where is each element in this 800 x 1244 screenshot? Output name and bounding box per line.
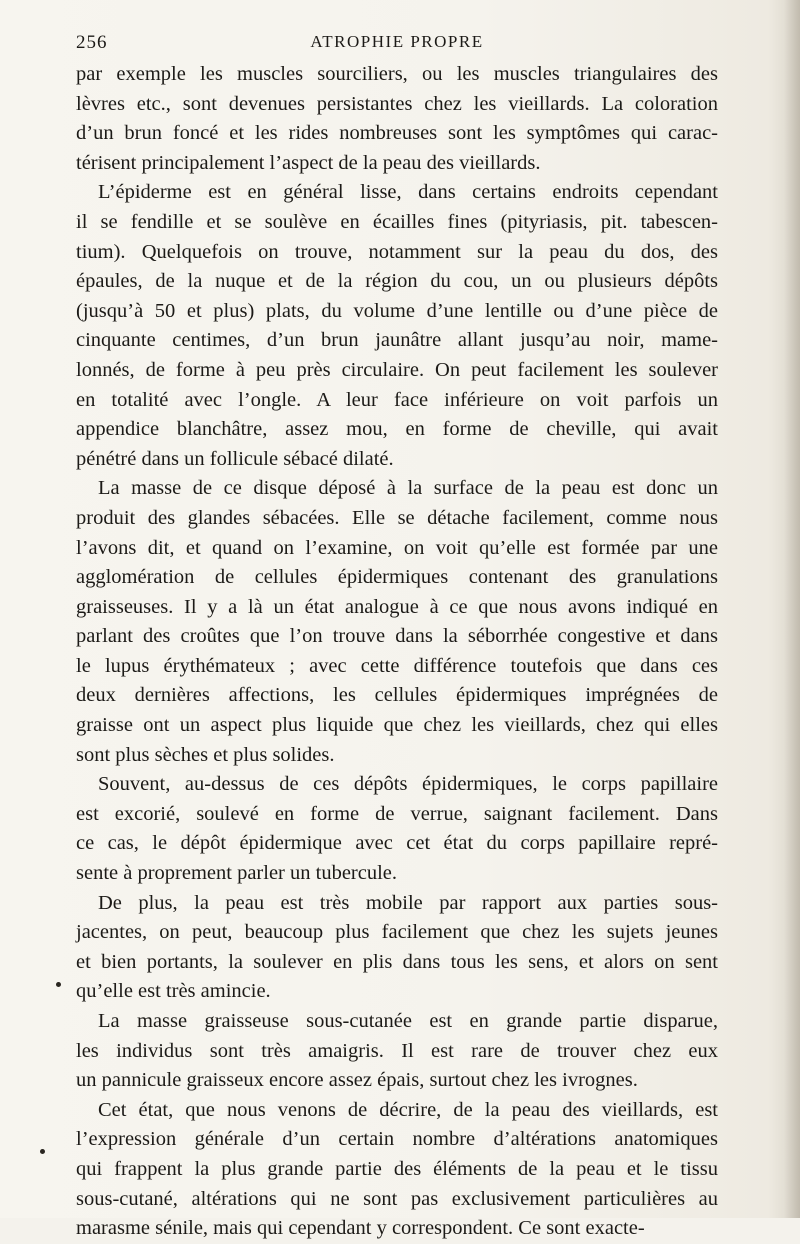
text-line: jacentes, on peut, beaucoup plus facilement que chez les sujets jeunes — [76, 921, 718, 944]
paragraph — [76, 1007, 718, 1096]
text-line: qu’elle est très amincie. — [76, 980, 271, 1003]
text-line: d’un brun foncé et les rides nombreuses sont les symptômes qui carac- — [76, 122, 718, 145]
text-line: marasme sénile, mais qui cependant y correspondent. Ce sont exacte- — [76, 1217, 645, 1240]
text-line: appendice blanchâtre, assez mou, en forme de cheville, qui avait — [76, 418, 718, 441]
body-text — [76, 60, 718, 1244]
text-line: il se fendille et se soulève en écailles fines (pityriasis, pit. tabescen- — [76, 210, 718, 233]
text-line: sente à proprement parler un tubercule. — [76, 862, 398, 885]
text-line: les individus sont très amaigris. Il est rare de trouver chez eux — [76, 1039, 718, 1062]
text-line: La masse de ce disque déposé à la surface de la peau est donc un — [98, 477, 718, 500]
text-line: Souvent, au-dessus de ces dépôts épidermiques, le corps papillaire — [98, 773, 718, 796]
text-line: graisse ont un aspect plus liquide que chez les vieillards, chez qui elles — [76, 714, 718, 737]
text-line: agglomération de cellules épidermiques contenant des granulations — [76, 566, 718, 589]
text-line: parlant des croûtes que l’on trouve dans la séborrhée congestive et dans — [76, 625, 718, 648]
text-line: ce cas, le dépôt épidermique avec cet état du corps papillaire repré- — [76, 832, 718, 855]
text-line: par exemple les muscles sourciliers, ou les muscles triangulaires des — [76, 63, 718, 85]
text-line: L’épiderme est en général lisse, dans certains endroits cependant — [98, 181, 718, 204]
text-line: en totalité avec l’ongle. A leur face inférieure on voit parfois un — [76, 388, 718, 411]
text-line: graisseuses. Il y a là un état analogue à ce que nous avons indiqué en — [76, 595, 718, 618]
text-line: le lupus érythémateux ; avec cette différence toutefois que dans ces — [76, 654, 718, 677]
running-title: ATROPHIE PROPRE — [310, 32, 484, 51]
text-line: tium). Quelquefois on trouve, notamment sur la peau du dos, des — [76, 240, 718, 263]
paragraph — [76, 178, 718, 474]
paragraph — [76, 474, 718, 770]
text-line: De plus, la peau est très mobile par rapport aux parties sous- — [98, 891, 718, 914]
margin-speck — [56, 982, 61, 987]
text-line: cinquante centimes, d’un brun jaunâtre allant jusqu’au noir, mame- — [76, 329, 718, 352]
text-line: qui frappent la plus grande partie des éléments de la peau et le tissu — [76, 1157, 718, 1180]
text-line: l’avons dit, et quand on l’examine, on voit qu’elle est formée par une — [76, 536, 718, 559]
page-edge-shadow — [784, 0, 800, 1218]
margin-speck — [40, 1149, 45, 1154]
text-line: deux dernières affections, les cellules épidermiques imprégnées de — [76, 684, 718, 707]
text-line: sont plus sèches et plus solides. — [76, 743, 335, 766]
text-line: et bien portants, la soulever en plis dans tous les sens, et alors on sent — [76, 950, 718, 973]
paragraph — [76, 1096, 718, 1244]
text-line: est excorié, soulevé en forme de verrue, saignant facilement. Dans — [76, 802, 718, 825]
text-line: lèvres etc., sont devenues persistantes chez les vieillards. La coloration — [76, 92, 718, 115]
text-line: sous-cutané, altérations qui ne sont pas exclusivement particulières au — [76, 1187, 718, 1210]
text-line: La masse graisseuse sous-cutanée est en grande partie disparue, — [98, 1010, 718, 1032]
text-line: épaules, de la nuque et de la région du cou, un ou plusieurs dépôts — [76, 270, 718, 293]
page-number: 256 — [76, 32, 108, 53]
text-line: Cet état, que nous venons de décrire, de la peau des vieillards, est — [98, 1098, 718, 1121]
paragraph — [76, 60, 718, 178]
text-line: produit des glandes sébacées. Elle se détache facilement, comme nous — [76, 506, 718, 529]
paragraph — [76, 770, 718, 888]
text-line: pénétré dans un follicule sébacé dilaté. — [76, 447, 394, 470]
text-line: un pannicule graisseux encore assez épais, surtout chez les ivrognes. — [76, 1069, 638, 1092]
page-header — [76, 32, 718, 54]
text-line: lonnés, de forme à peu près circulaire. On peut facilement les soulever — [76, 358, 718, 381]
text-line: l’expression générale d’un certain nombre d’altérations anatomiques — [76, 1128, 718, 1151]
text-line: (jusqu’à 50 et plus) plats, du volume d’une lentille ou d’une pièce de — [76, 299, 718, 322]
text-line: térisent principalement l’aspect de la peau des vieillards. — [76, 151, 541, 174]
paragraph — [76, 889, 718, 1007]
